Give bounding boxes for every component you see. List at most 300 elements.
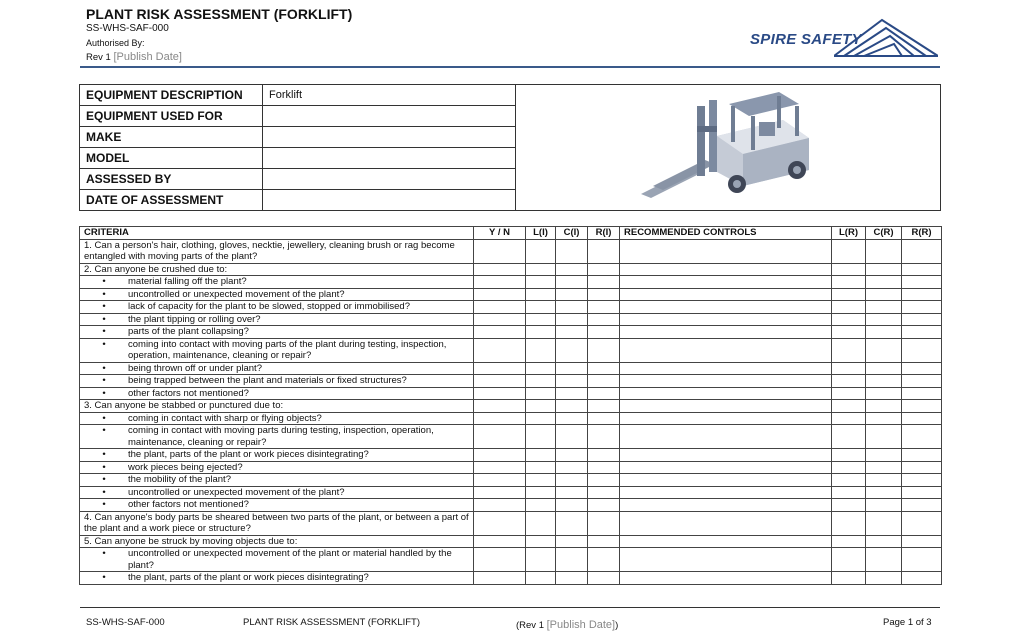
criteria-header-row xyxy=(80,227,942,240)
criteria-text: 4. Can anyone's body parts be sheared between two parts of the plant, or between a part of the plant and a work piece or structure? xyxy=(84,511,469,534)
consequence-residual-cell[interactable] xyxy=(866,362,902,375)
consequence-initial-cell[interactable] xyxy=(556,400,588,413)
criteria-text: 2. Can anyone be crushed due to: xyxy=(84,263,228,275)
risk-residual-cell[interactable] xyxy=(902,535,942,548)
likelihood-initial-cell[interactable] xyxy=(526,548,556,572)
document-code: SS-WHS-SAF-000 xyxy=(86,23,169,34)
recommended-controls-cell[interactable] xyxy=(620,239,832,263)
likelihood-residual-cell[interactable] xyxy=(832,338,866,362)
footer-revision-open: (Rev 1 xyxy=(516,620,544,631)
likelihood-residual-cell[interactable] xyxy=(832,400,866,413)
consequence-initial-cell[interactable] xyxy=(556,511,588,535)
likelihood-initial-cell[interactable] xyxy=(526,572,556,585)
likelihood-initial-cell[interactable] xyxy=(526,313,556,326)
criteria-cell xyxy=(80,572,474,585)
yn-cell[interactable] xyxy=(474,338,526,362)
bullet-point-icon: • xyxy=(102,412,106,424)
risk-initial-cell[interactable] xyxy=(588,326,620,339)
criteria-text: the plant tipping or rolling over? xyxy=(128,313,261,325)
yn-cell[interactable] xyxy=(474,301,526,314)
yn-cell[interactable] xyxy=(474,572,526,585)
bullet-point-icon: • xyxy=(102,375,106,386)
risk-initial-cell[interactable] xyxy=(588,338,620,362)
criteria-cell xyxy=(80,326,474,339)
consequence-residual-cell[interactable] xyxy=(866,572,902,585)
mountain-logo-icon xyxy=(834,18,938,58)
likelihood-initial-cell[interactable] xyxy=(526,375,556,388)
risk-initial-cell[interactable] xyxy=(588,313,620,326)
yn-cell[interactable] xyxy=(474,263,526,276)
risk-initial-cell[interactable] xyxy=(588,276,620,289)
risk-residual-cell[interactable] xyxy=(902,362,942,375)
recommended-controls-cell[interactable] xyxy=(620,313,832,326)
risk-residual-cell[interactable] xyxy=(902,263,942,276)
consequence-residual-cell[interactable] xyxy=(866,449,902,462)
risk-initial-cell[interactable] xyxy=(588,499,620,512)
bullet-point-icon: • xyxy=(102,486,106,498)
criteria-cell xyxy=(80,288,474,301)
risk-residual-cell[interactable] xyxy=(902,461,942,474)
criteria-cell xyxy=(80,449,474,462)
recommended-controls-cell[interactable] xyxy=(620,499,832,512)
bullet-point-icon: • xyxy=(102,499,106,510)
risk-residual-cell[interactable] xyxy=(902,499,942,512)
criteria-row xyxy=(80,572,942,585)
brand-name: SPIRE SAFETY xyxy=(750,31,862,48)
info-value-field[interactable] xyxy=(263,190,516,211)
likelihood-residual-cell[interactable] xyxy=(832,499,866,512)
recommended-controls-cell[interactable] xyxy=(620,263,832,276)
consequence-residual-cell[interactable] xyxy=(866,461,902,474)
risk-residual-cell[interactable] xyxy=(902,338,942,362)
consequence-initial-cell[interactable] xyxy=(556,239,588,263)
brand-logo xyxy=(750,18,940,58)
criteria-row xyxy=(80,486,942,499)
revision-label: Rev 1 xyxy=(86,52,111,63)
risk-initial-cell[interactable] xyxy=(588,400,620,413)
risk-residual-cell[interactable] xyxy=(902,548,942,572)
consequence-initial-cell[interactable] xyxy=(556,263,588,276)
yn-cell[interactable] xyxy=(474,548,526,572)
consequence-residual-cell[interactable] xyxy=(866,425,902,449)
criteria-cell xyxy=(80,425,474,449)
bullet-point-icon: • xyxy=(102,326,106,337)
yn-cell[interactable] xyxy=(474,499,526,512)
likelihood-initial-cell[interactable] xyxy=(526,288,556,301)
yn-cell[interactable] xyxy=(474,288,526,301)
likelihood-residual-cell[interactable] xyxy=(832,313,866,326)
footer-revision xyxy=(516,619,618,631)
consequence-initial-cell[interactable] xyxy=(556,474,588,487)
consequence-initial-cell[interactable] xyxy=(556,486,588,499)
consequence-initial-cell[interactable] xyxy=(556,338,588,362)
risk-initial-cell[interactable] xyxy=(588,461,620,474)
consequence-residual-cell[interactable] xyxy=(866,486,902,499)
likelihood-initial-cell[interactable] xyxy=(526,486,556,499)
likelihood-residual-cell[interactable] xyxy=(832,239,866,263)
recommended-controls-cell[interactable] xyxy=(620,387,832,400)
risk-residual-cell[interactable] xyxy=(902,412,942,425)
risk-initial-cell[interactable] xyxy=(588,375,620,388)
info-label: MODEL xyxy=(80,148,263,169)
risk-initial-cell[interactable] xyxy=(588,449,620,462)
risk-residual-cell[interactable] xyxy=(902,276,942,289)
consequence-residual-cell[interactable] xyxy=(866,511,902,535)
bullet-point-icon: • xyxy=(102,276,106,287)
risk-residual-cell[interactable] xyxy=(902,449,942,462)
consequence-initial-cell[interactable] xyxy=(556,301,588,314)
criteria-row xyxy=(80,449,942,462)
consequence-residual-cell[interactable] xyxy=(866,301,902,314)
consequence-residual-cell[interactable] xyxy=(866,326,902,339)
consequence-residual-cell[interactable] xyxy=(866,338,902,362)
criteria-cell xyxy=(80,387,474,400)
likelihood-residual-cell[interactable] xyxy=(832,362,866,375)
criteria-row xyxy=(80,326,942,339)
footer-document-title: PLANT RISK ASSESSMENT (FORKLIFT) xyxy=(243,617,421,628)
consequence-initial-cell[interactable] xyxy=(556,362,588,375)
consequence-initial-cell[interactable] xyxy=(556,499,588,512)
criteria-row xyxy=(80,425,942,449)
recommended-controls-cell[interactable] xyxy=(620,572,832,585)
consequence-residual-cell[interactable] xyxy=(866,288,902,301)
recommended-controls-cell[interactable] xyxy=(620,362,832,375)
likelihood-initial-cell[interactable] xyxy=(526,535,556,548)
bullet-point-icon: • xyxy=(102,301,106,312)
bullet-point-icon: • xyxy=(102,338,106,350)
risk-residual-cell[interactable] xyxy=(902,313,942,326)
likelihood-initial-cell[interactable] xyxy=(526,511,556,535)
consequence-initial-cell[interactable] xyxy=(556,326,588,339)
likelihood-residual-cell[interactable] xyxy=(832,486,866,499)
recommended-controls-cell[interactable] xyxy=(620,338,832,362)
equipment-info-table xyxy=(79,84,941,211)
likelihood-initial-header: L(I) xyxy=(526,227,556,240)
risk-residual-cell[interactable] xyxy=(902,486,942,499)
consequence-residual-cell[interactable] xyxy=(866,375,902,388)
consequence-initial-cell[interactable] xyxy=(556,572,588,585)
criteria-cell xyxy=(80,499,474,512)
criteria-cell xyxy=(80,301,474,314)
risk-initial-cell[interactable] xyxy=(588,301,620,314)
risk-initial-cell[interactable] xyxy=(588,263,620,276)
likelihood-initial-cell[interactable] xyxy=(526,425,556,449)
criteria-text: lack of capacity for the plant to be slowed, stopped or immobilised? xyxy=(128,301,410,312)
likelihood-initial-cell[interactable] xyxy=(526,362,556,375)
likelihood-initial-cell[interactable] xyxy=(526,276,556,289)
criteria-text: work pieces being ejected? xyxy=(128,461,243,473)
bullet-point-icon: • xyxy=(102,387,106,399)
consequence-initial-cell[interactable] xyxy=(556,276,588,289)
criteria-text: the mobility of the plant? xyxy=(128,474,231,485)
recommended-controls-header: RECOMMENDED CONTROLS xyxy=(620,227,832,240)
criteria-text: coming in contact with sharp or flying objects? xyxy=(128,412,322,424)
risk-residual-cell[interactable] xyxy=(902,425,942,449)
consequence-initial-cell[interactable] xyxy=(556,412,588,425)
recommended-controls-cell[interactable] xyxy=(620,400,832,413)
likelihood-initial-cell[interactable] xyxy=(526,239,556,263)
likelihood-residual-cell[interactable] xyxy=(832,511,866,535)
info-label: DATE OF ASSESSMENT xyxy=(80,190,263,211)
criteria-text: other factors not mentioned? xyxy=(128,499,249,510)
consequence-initial-cell[interactable] xyxy=(556,387,588,400)
likelihood-initial-cell[interactable] xyxy=(526,412,556,425)
consequence-residual-cell[interactable] xyxy=(866,400,902,413)
criteria-cell xyxy=(80,461,474,474)
recommended-controls-cell[interactable] xyxy=(620,425,832,449)
criteria-cell xyxy=(80,486,474,499)
yn-cell[interactable] xyxy=(474,387,526,400)
equipment-image-cell xyxy=(516,85,941,211)
criteria-row xyxy=(80,276,942,289)
risk-residual-cell[interactable] xyxy=(902,326,942,339)
criteria-cell xyxy=(80,375,474,388)
recommended-controls-cell[interactable] xyxy=(620,326,832,339)
criteria-row xyxy=(80,239,942,263)
consequence-residual-cell[interactable] xyxy=(866,535,902,548)
yn-cell[interactable] xyxy=(474,449,526,462)
consequence-initial-cell[interactable] xyxy=(556,548,588,572)
likelihood-initial-cell[interactable] xyxy=(526,301,556,314)
consequence-initial-cell[interactable] xyxy=(556,313,588,326)
criteria-cell xyxy=(80,400,474,413)
yn-cell[interactable] xyxy=(474,474,526,487)
risk-initial-cell[interactable] xyxy=(588,288,620,301)
likelihood-initial-cell[interactable] xyxy=(526,461,556,474)
footer-document-code: SS-WHS-SAF-000 xyxy=(86,617,165,628)
likelihood-residual-cell[interactable] xyxy=(832,425,866,449)
criteria-text: coming into contact with moving parts of the plant during testing, inspection, operation, maintenance, cleaning or repair? xyxy=(128,338,447,361)
criteria-text: 3. Can anyone be stabbed or punctured due to: xyxy=(84,400,284,411)
risk-initial-cell[interactable] xyxy=(588,548,620,572)
criteria-table xyxy=(79,226,942,585)
consequence-residual-cell[interactable] xyxy=(866,474,902,487)
consequence-initial-cell[interactable] xyxy=(556,288,588,301)
criteria-cell xyxy=(80,412,474,425)
consequence-initial-cell[interactable] xyxy=(556,461,588,474)
publish-date-placeholder[interactable]: [Publish Date] xyxy=(113,51,182,63)
yn-cell[interactable] xyxy=(474,412,526,425)
consequence-initial-header: C(I) xyxy=(556,227,588,240)
risk-initial-cell[interactable] xyxy=(588,362,620,375)
likelihood-residual-cell[interactable] xyxy=(832,375,866,388)
likelihood-residual-cell[interactable] xyxy=(832,572,866,585)
likelihood-residual-cell[interactable] xyxy=(832,288,866,301)
criteria-cell xyxy=(80,313,474,326)
criteria-text: being thrown off or under plant? xyxy=(128,362,262,374)
likelihood-residual-cell[interactable] xyxy=(832,461,866,474)
likelihood-residual-header: L(R) xyxy=(832,227,866,240)
likelihood-initial-cell[interactable] xyxy=(526,326,556,339)
criteria-text: the plant, parts of the plant or work pieces disintegrating? xyxy=(128,572,369,583)
bullet-point-icon: • xyxy=(102,425,106,436)
footer-publish-date-placeholder[interactable]: [Publish Date] xyxy=(546,619,616,631)
risk-residual-cell[interactable] xyxy=(902,239,942,263)
consequence-residual-cell[interactable] xyxy=(866,276,902,289)
recommended-controls-cell[interactable] xyxy=(620,548,832,572)
info-value-field[interactable] xyxy=(263,148,516,169)
criteria-cell xyxy=(80,474,474,487)
likelihood-initial-cell[interactable] xyxy=(526,474,556,487)
risk-initial-cell[interactable] xyxy=(588,425,620,449)
consequence-residual-cell[interactable] xyxy=(866,499,902,512)
risk-residual-cell[interactable] xyxy=(902,288,942,301)
bullet-point-icon: • xyxy=(102,313,106,325)
yn-cell[interactable] xyxy=(474,326,526,339)
criteria-row xyxy=(80,474,942,487)
recommended-controls-cell[interactable] xyxy=(620,412,832,425)
footer-revision-close: ) xyxy=(615,620,619,631)
yn-cell[interactable] xyxy=(474,400,526,413)
bullet-point-icon: • xyxy=(102,461,106,473)
footer-page-number: Page 1 of 3 xyxy=(883,617,932,628)
yn-cell[interactable] xyxy=(474,535,526,548)
criteria-row xyxy=(80,535,942,548)
consequence-residual-cell[interactable] xyxy=(866,263,902,276)
criteria-row xyxy=(80,400,942,413)
criteria-cell xyxy=(80,276,474,289)
criteria-text: parts of the plant collapsing? xyxy=(128,326,249,337)
recommended-controls-cell[interactable] xyxy=(620,511,832,535)
info-label: EQUIPMENT DESCRIPTION xyxy=(80,85,263,106)
info-value-field[interactable] xyxy=(263,127,516,148)
risk-initial-cell[interactable] xyxy=(588,239,620,263)
criteria-cell xyxy=(80,362,474,375)
criteria-text: uncontrolled or unexpected movement of the plant? xyxy=(128,288,345,300)
consequence-initial-cell[interactable] xyxy=(556,375,588,388)
criteria-row xyxy=(80,313,942,326)
consequence-residual-header: C(R) xyxy=(866,227,902,240)
likelihood-residual-cell[interactable] xyxy=(832,548,866,572)
recommended-controls-cell[interactable] xyxy=(620,375,832,388)
risk-residual-cell[interactable] xyxy=(902,301,942,314)
likelihood-residual-cell[interactable] xyxy=(832,387,866,400)
criteria-row xyxy=(80,362,942,375)
risk-initial-cell[interactable] xyxy=(588,572,620,585)
risk-residual-cell[interactable] xyxy=(902,400,942,413)
criteria-row xyxy=(80,511,942,535)
likelihood-residual-cell[interactable] xyxy=(832,412,866,425)
criteria-row xyxy=(80,412,942,425)
recommended-controls-cell[interactable] xyxy=(620,449,832,462)
risk-residual-cell[interactable] xyxy=(902,474,942,487)
bullet-point-icon: • xyxy=(102,288,106,300)
criteria-text: being trapped between the plant and materials or fixed structures? xyxy=(128,375,407,386)
info-value-field[interactable] xyxy=(263,106,516,127)
forklift-illustration-icon xyxy=(633,86,823,206)
risk-initial-cell[interactable] xyxy=(588,511,620,535)
recommended-controls-cell[interactable] xyxy=(620,301,832,314)
consequence-residual-cell[interactable] xyxy=(866,548,902,572)
recommended-controls-cell[interactable] xyxy=(620,461,832,474)
criteria-cell xyxy=(80,239,474,263)
bullet-point-icon: • xyxy=(102,362,106,374)
yn-cell[interactable] xyxy=(474,461,526,474)
criteria-row xyxy=(80,288,942,301)
risk-initial-cell[interactable] xyxy=(588,474,620,487)
consequence-initial-cell[interactable] xyxy=(556,425,588,449)
recommended-controls-cell[interactable] xyxy=(620,474,832,487)
criteria-row xyxy=(80,301,942,314)
likelihood-residual-cell[interactable] xyxy=(832,449,866,462)
likelihood-residual-cell[interactable] xyxy=(832,263,866,276)
yn-cell[interactable] xyxy=(474,276,526,289)
yn-cell[interactable] xyxy=(474,486,526,499)
criteria-text: coming in contact with moving parts during testing, inspection, operation, maintenance, cleaning or repair? xyxy=(128,425,434,448)
bullet-point-icon: • xyxy=(102,474,106,485)
criteria-text: material falling off the plant? xyxy=(128,276,247,287)
likelihood-initial-cell[interactable] xyxy=(526,263,556,276)
risk-residual-cell[interactable] xyxy=(902,375,942,388)
yn-cell[interactable] xyxy=(474,362,526,375)
info-label: MAKE xyxy=(80,127,263,148)
recommended-controls-cell[interactable] xyxy=(620,276,832,289)
consequence-residual-cell[interactable] xyxy=(866,313,902,326)
header-rule xyxy=(80,66,940,68)
consequence-residual-cell[interactable] xyxy=(866,387,902,400)
criteria-row xyxy=(80,548,942,572)
likelihood-residual-cell[interactable] xyxy=(832,326,866,339)
consequence-initial-cell[interactable] xyxy=(556,535,588,548)
criteria-text: uncontrolled or unexpected movement of the plant? xyxy=(128,486,345,498)
risk-initial-cell[interactable] xyxy=(588,486,620,499)
risk-residual-cell[interactable] xyxy=(902,511,942,535)
likelihood-initial-cell[interactable] xyxy=(526,449,556,462)
criteria-cell xyxy=(80,338,474,362)
bullet-point-icon: • xyxy=(102,548,106,559)
criteria-row xyxy=(80,387,942,400)
risk-initial-cell[interactable] xyxy=(588,387,620,400)
yn-cell[interactable] xyxy=(474,425,526,449)
likelihood-residual-cell[interactable] xyxy=(832,535,866,548)
risk-residual-cell[interactable] xyxy=(902,387,942,400)
criteria-header: CRITERIA xyxy=(80,227,474,240)
likelihood-residual-cell[interactable] xyxy=(832,301,866,314)
risk-initial-cell[interactable] xyxy=(588,535,620,548)
risk-initial-header: R(I) xyxy=(588,227,620,240)
likelihood-initial-cell[interactable] xyxy=(526,387,556,400)
consequence-initial-cell[interactable] xyxy=(556,449,588,462)
yn-cell[interactable] xyxy=(474,313,526,326)
info-label: EQUIPMENT USED FOR xyxy=(80,106,263,127)
bullet-point-icon: • xyxy=(102,449,106,460)
yn-cell[interactable] xyxy=(474,375,526,388)
yn-cell[interactable] xyxy=(474,239,526,263)
likelihood-residual-cell[interactable] xyxy=(832,474,866,487)
consequence-residual-cell[interactable] xyxy=(866,239,902,263)
footer-rule xyxy=(80,607,940,608)
consequence-residual-cell[interactable] xyxy=(866,412,902,425)
criteria-text: other factors not mentioned? xyxy=(128,387,249,399)
info-value-field[interactable] xyxy=(263,169,516,190)
criteria-text: 1. Can a person's hair, clothing, gloves, necktie, jewellery, cleaning brush or rag become entangled with moving parts of the plant? xyxy=(84,239,455,262)
info-value-field[interactable]: Forklift xyxy=(263,85,516,106)
recommended-controls-cell[interactable] xyxy=(620,288,832,301)
criteria-text: the plant, parts of the plant or work pieces disintegrating? xyxy=(128,449,369,460)
risk-initial-cell[interactable] xyxy=(588,412,620,425)
criteria-row xyxy=(80,338,942,362)
likelihood-residual-cell[interactable] xyxy=(832,276,866,289)
criteria-row xyxy=(80,375,942,388)
recommended-controls-cell[interactable] xyxy=(620,486,832,499)
likelihood-initial-cell[interactable] xyxy=(526,338,556,362)
criteria-row xyxy=(80,263,942,276)
yn-cell[interactable] xyxy=(474,511,526,535)
recommended-controls-cell[interactable] xyxy=(620,535,832,548)
likelihood-initial-cell[interactable] xyxy=(526,499,556,512)
likelihood-initial-cell[interactable] xyxy=(526,400,556,413)
risk-residual-cell[interactable] xyxy=(902,572,942,585)
